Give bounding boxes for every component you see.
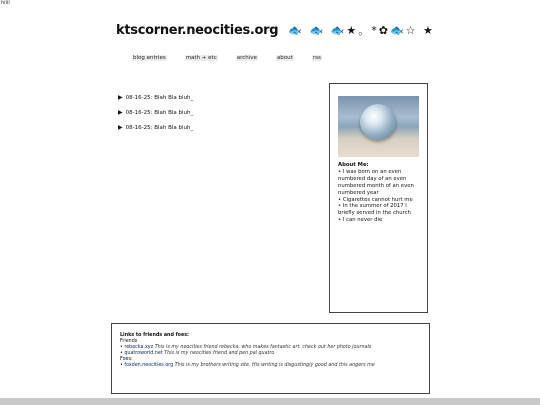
- blog-post-title[interactable]: 08-16-25: Blah Bla bluh_: [125, 124, 194, 131]
- friend-description: This is my neocities friend rebecka, who makes fantastic art. check out her photo journals: [154, 345, 372, 351]
- foes-heading: Foes:: [120, 357, 133, 363]
- nav-blog-entries-link[interactable]: blog entries: [133, 55, 166, 61]
- about-me-section: [338, 162, 422, 224]
- about-me-title: About Me:: [338, 162, 369, 168]
- fish-decoration-icon: 🐟 🐟 🐟★。*✿🐟☆ ★: [288, 24, 435, 37]
- about-me-item: • I can never die: [338, 217, 422, 224]
- about-me-item: • In the summer of 2017 I briefly served in the church: [338, 203, 422, 217]
- blog-post-item[interactable]: [118, 120, 193, 135]
- about-sidebar: [329, 83, 428, 313]
- friends-list: [120, 345, 375, 357]
- about-me-item: • I was born on an even numbered day of an even numbered month of an even numbered year: [338, 169, 422, 197]
- triangle-right-icon: ▶: [118, 109, 123, 116]
- friends-foes-title: Links to friends and foes:: [120, 333, 189, 338]
- main-nav: [132, 55, 322, 61]
- friends-heading: Friends: [120, 339, 138, 345]
- nav-archive-link[interactable]: archive: [236, 55, 257, 61]
- nav-rss-link[interactable]: rss: [312, 55, 321, 61]
- blog-post-item[interactable]: [118, 105, 193, 120]
- blog-post-list: [118, 90, 193, 135]
- site-header: [116, 20, 435, 40]
- top-note: hiiii: [1, 0, 10, 6]
- triangle-right-icon: ▶: [118, 94, 123, 101]
- friend-description: This is my neocities friend and pen pal quatro: [164, 351, 275, 357]
- horizontal-scrollbar[interactable]: [0, 398, 540, 405]
- about-me-list: [338, 169, 422, 224]
- crystal-ball-icon: [360, 104, 396, 140]
- blog-post-title[interactable]: 08-16-25: Blah Bla bluh_: [125, 94, 194, 101]
- foe-link[interactable]: foxden.neocities.org: [124, 363, 174, 369]
- nav-about-link[interactable]: about: [276, 55, 293, 61]
- foes-list: [120, 363, 375, 369]
- blog-post-item[interactable]: [118, 90, 193, 105]
- crystal-ball-photo: [338, 96, 419, 157]
- triangle-right-icon: ▶: [118, 124, 123, 131]
- blog-post-title[interactable]: 08-16-25: Blah Bla bluh_: [125, 109, 194, 116]
- nav-math-etc-link[interactable]: math + etc: [185, 55, 217, 61]
- about-me-item: • Cigarettes cannot hurt me: [338, 197, 422, 204]
- foe-item: [120, 363, 375, 369]
- foe-description: This is my brothers writing site. His writing is disgustingly good and this angers me: [174, 363, 375, 369]
- friends-and-foes-box: [111, 323, 430, 394]
- friend-link[interactable]: rebecka.xyz: [124, 345, 154, 351]
- site-title[interactable]: ktscorner.neocities.org: [116, 22, 279, 38]
- friend-link[interactable]: quatroworld.net: [124, 351, 163, 357]
